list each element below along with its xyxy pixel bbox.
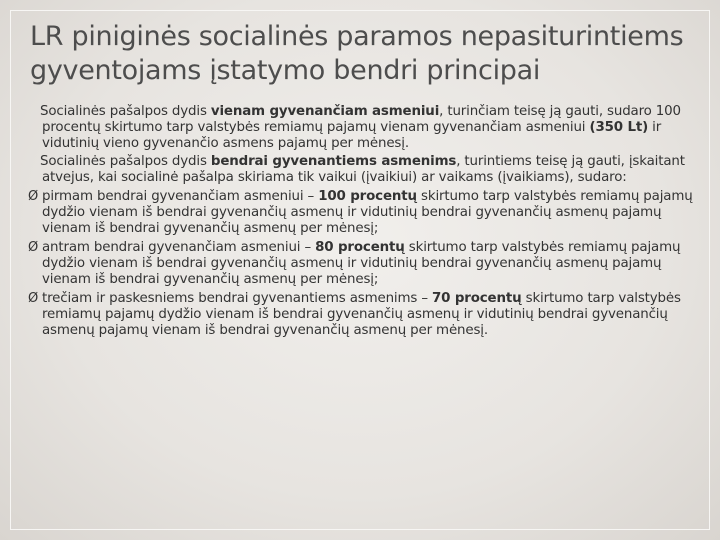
bullet-item-second (28, 240, 700, 288)
bullet-text (42, 240, 700, 288)
bullet-text-part: pirmam bendrai gyvenančiam asmeniui – (42, 189, 319, 204)
slide-body (28, 104, 700, 339)
bullet-item-first (28, 189, 700, 237)
emphasis: bendrai gyvenantiems asmenims (210, 154, 457, 169)
bullet-arrow-icon: Ø (28, 240, 39, 255)
paragraph-text: Socialinės pašalpos dydis (40, 154, 211, 169)
bullet-text-part: skirtumo tarp valstybės remiamų pajamų dydžio vienam iš bendrai gyvenančių asmenų ir vidutinių bendrai gyvenančių asmenų pajamų vienam iš bendrai gyvenančių asmenų per mėnesį. (42, 291, 681, 338)
emphasis: 70 procentų (431, 291, 522, 306)
paragraph-text: , turintiems teisę ją gauti, įskaitant atvejus, kai socialinė pašalpa skiriama tik vaikui (įvaikiui) ar vaikams (įvaikiams), sudaro: (42, 154, 685, 185)
paragraph-text: , turinčiam teisę ją gauti, sudaro 100 procentų skirtumo tarp valstybės remiamų pajamų vienam gyvenančiam asmeniui (42, 104, 681, 135)
emphasis: 80 procentų (315, 240, 405, 255)
bullet-text-part: antram bendrai gyvenančiam asmeniui – (42, 240, 316, 255)
emphasis: (350 Lt) (589, 120, 649, 135)
bullet-text-part: skirtumo tarp valstybės remiamų pajamų dydžio vienam iš bendrai gyvenančių asmenų ir vidutinių bendrai gyvenančių asmenų pajamų vienam iš bendrai gyvenančių asmenų per mėnesį; (42, 189, 693, 236)
bullet-arrow-icon: Ø (28, 291, 39, 306)
paragraph-single-person (28, 104, 700, 152)
bullet-item-third (28, 291, 700, 339)
paragraph-text: Socialinės pašalpos dydis (40, 104, 211, 119)
bullet-text (42, 189, 700, 237)
bullet-text-part: skirtumo tarp valstybės remiamų pajamų dydžio vienam iš bendrai gyvenančių asmenų ir vidutinių bendrai gyvenančių asmenų pajamų vienam iš bendrai gyvenančių asmenų per mėnesį; (42, 240, 681, 287)
emphasis: 100 procentų (318, 189, 417, 204)
emphasis: vienam gyvenančiam asmeniui (210, 104, 440, 119)
slide-title: LR piniginės socialinės paramos nepasiturintiems gyventojams įstatymo bendri principai (30, 21, 684, 86)
bullet-arrow-icon: Ø (28, 189, 39, 204)
paragraph-cohabiting (28, 154, 700, 186)
paragraph-text: ir vidutinių vieno gyvenančio asmens pajamų per mėnesį. (42, 120, 662, 151)
bullet-text (42, 291, 700, 339)
bullet-text-part: trečiam ir paskesniems bendrai gyvenantiems asmenims – (42, 291, 432, 306)
